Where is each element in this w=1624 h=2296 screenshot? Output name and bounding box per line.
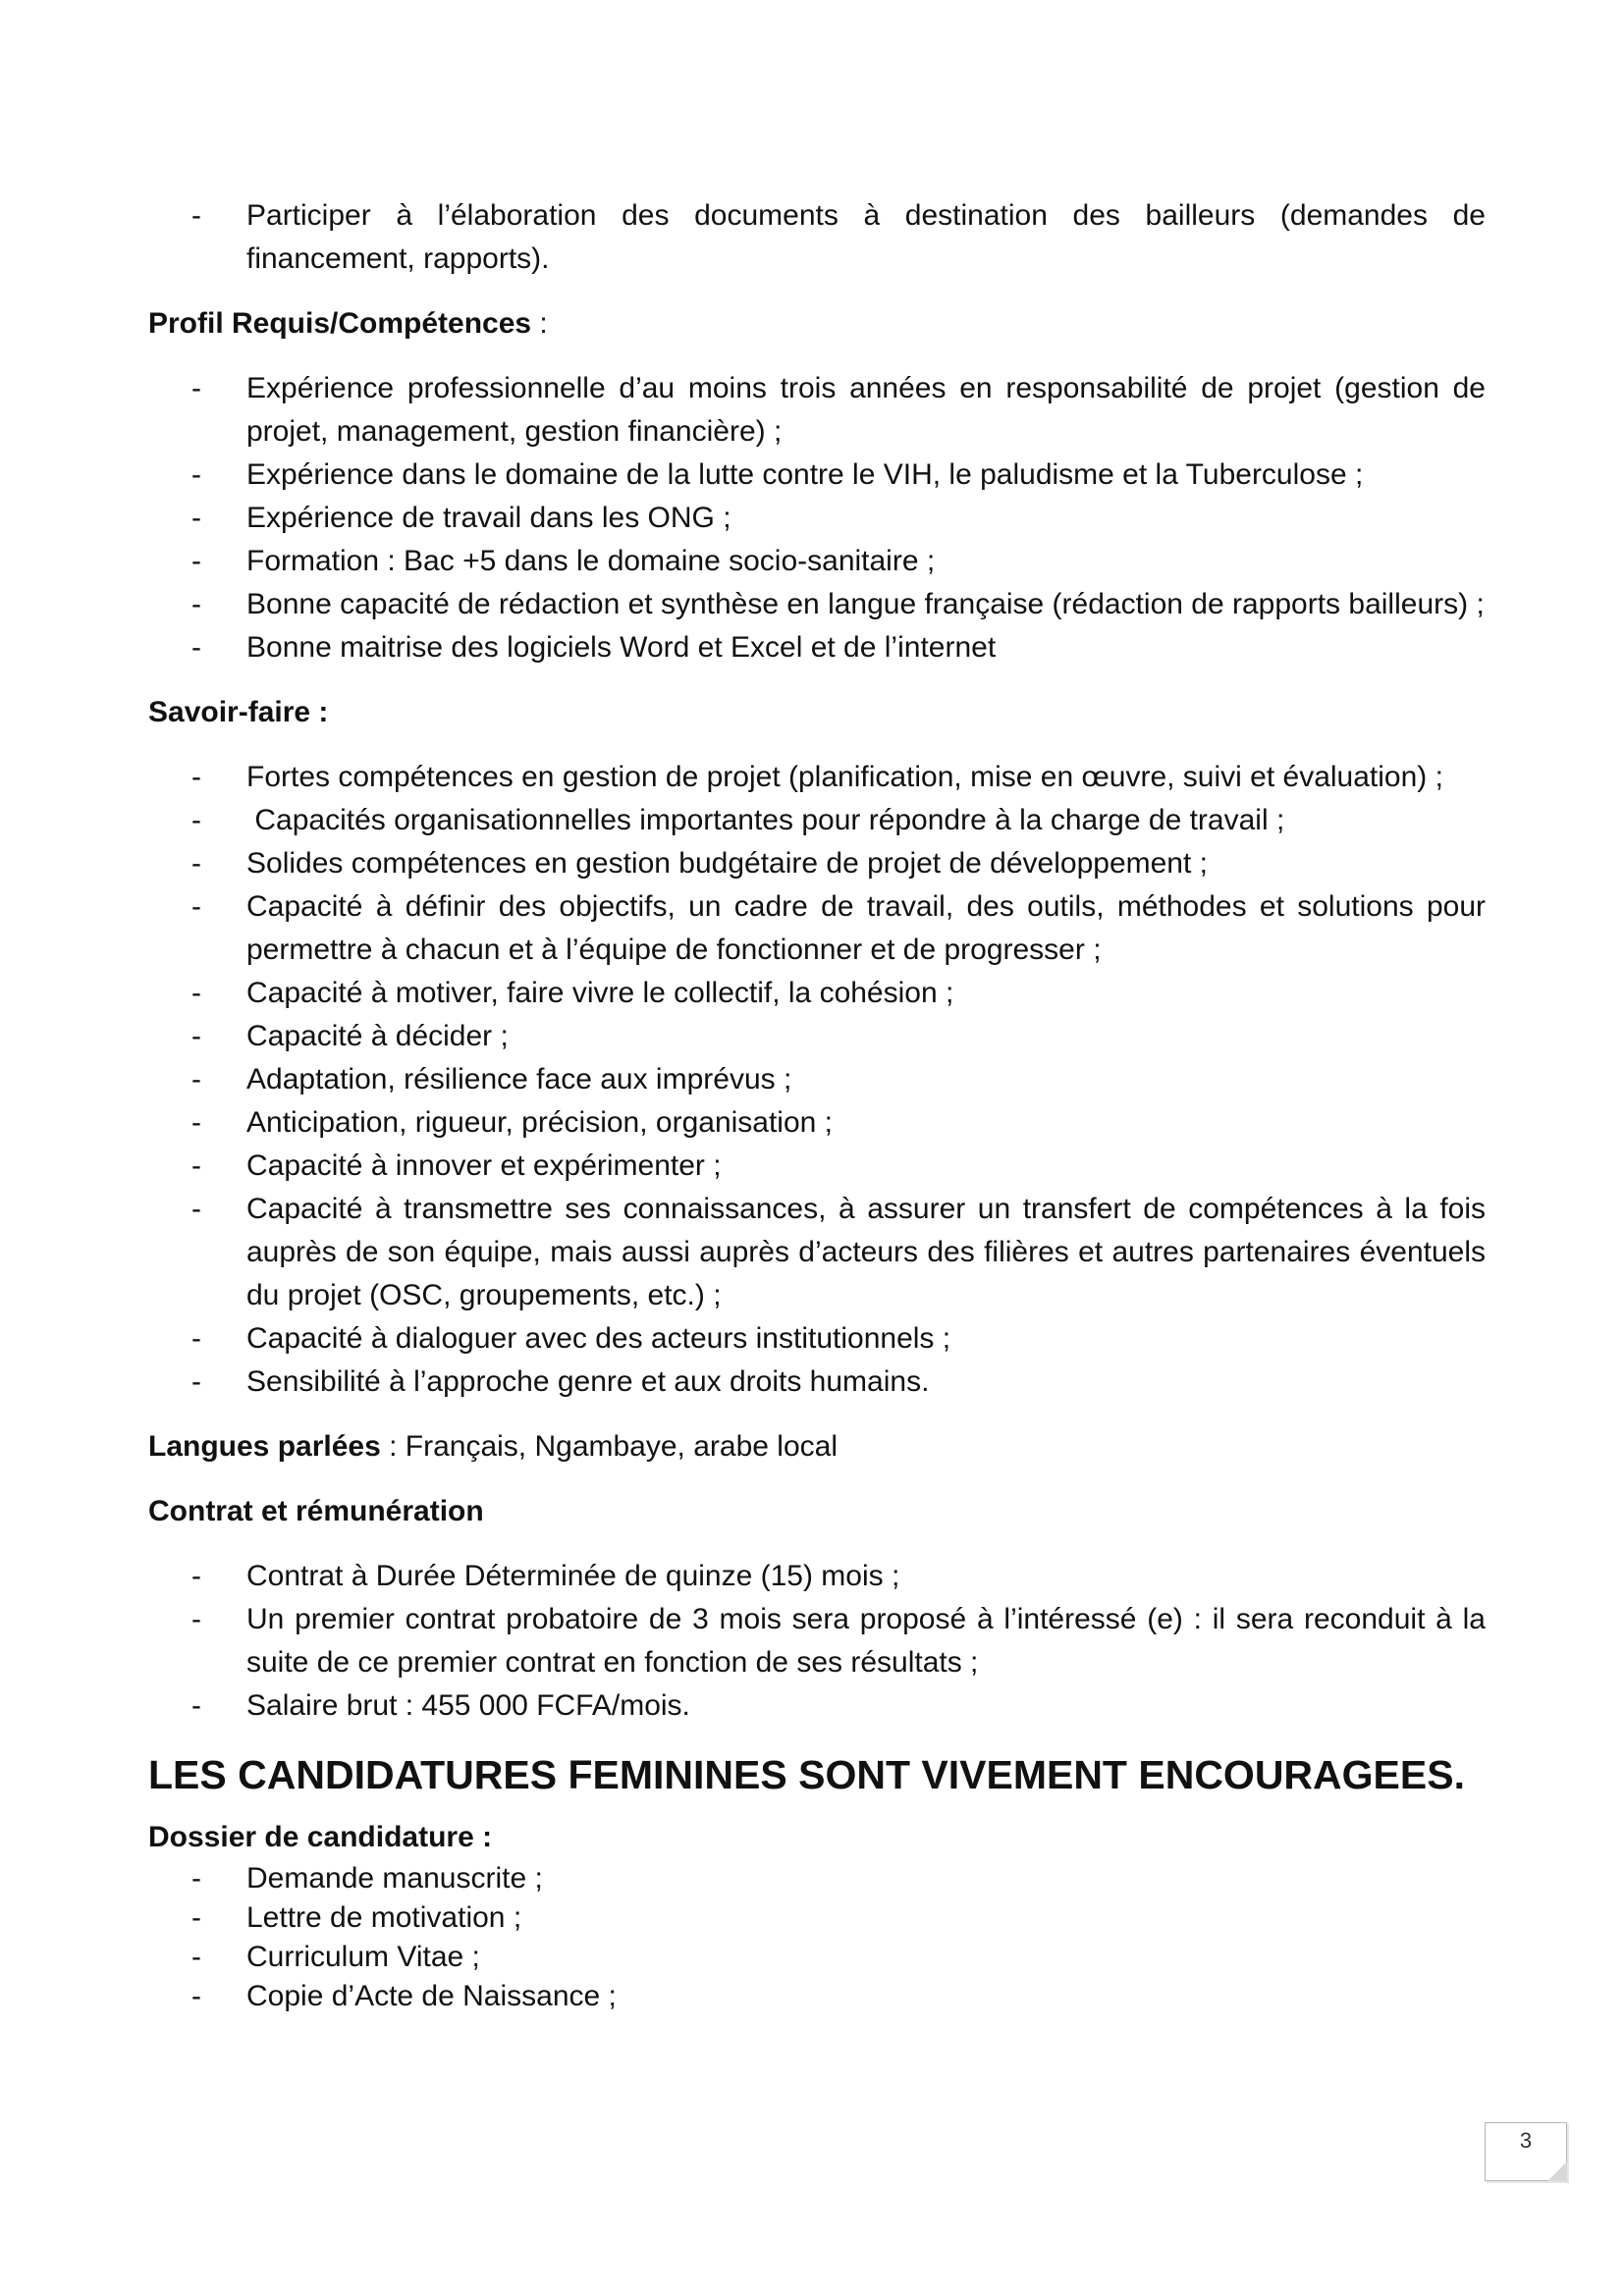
list-item-text: Expérience de travail dans les ONG ;: [246, 502, 731, 534]
list-item-text: Contrat à Durée Déterminée de quinze (15) mois ;: [246, 1560, 900, 1592]
list-item: [148, 1977, 1486, 2016]
list-item: [148, 1317, 1486, 1361]
list-item-text: Capacité à dialoguer avec des acteurs institutionnels ;: [246, 1322, 951, 1355]
list-item-text: Lettre de motivation ;: [246, 1901, 522, 1934]
list-item: [148, 367, 1486, 454]
languages-label: Langues parlées: [148, 1430, 381, 1463]
languages-line: [148, 1425, 1486, 1468]
page-number-box: [1485, 2122, 1567, 2181]
bullet-dash: -: [191, 1941, 201, 1973]
bullet-dash: -: [191, 804, 201, 836]
list-item-text: Expérience professionnelle d’au moins trois années en responsabilité de projet (gestion de projet, management, gestion financière) ;: [246, 372, 1486, 448]
bullet-dash: -: [191, 1149, 201, 1182]
list-item: [148, 1598, 1486, 1684]
bullet-dash: -: [191, 1020, 201, 1052]
list-item: [148, 1188, 1486, 1317]
list-item-text: Capacité à innover et expérimenter ;: [246, 1149, 722, 1182]
list-item-text: Copie d’Acte de Naissance ;: [246, 1980, 617, 2012]
bullet-dash: -: [191, 890, 201, 923]
page-number: 3: [1519, 2128, 1533, 2153]
dossier-list: [148, 1859, 1486, 2016]
bullet-dash: -: [191, 545, 201, 577]
list-item: [148, 454, 1486, 497]
bullet-dash: -: [191, 1560, 201, 1592]
bullet-dash: -: [191, 588, 201, 620]
list-item-text: Bonne capacité de rédaction et synthèse en langue française (rédaction de rapports bailleurs) ;: [246, 588, 1485, 620]
list-item-text: Capacité à motiver, faire vivre le collectif, la cohésion ;: [246, 977, 954, 1009]
profil-list: [148, 367, 1486, 669]
section-heading-profil: [148, 302, 1486, 346]
bullet-dash: -: [191, 372, 201, 404]
list-item-text: Demande manuscrite ;: [246, 1862, 543, 1895]
list-item: [148, 540, 1486, 583]
bullet-dash: -: [191, 502, 201, 534]
list-item-text: Solides compétences en gestion budgétaire de projet de développement ;: [246, 847, 1208, 880]
list-item: [148, 972, 1486, 1015]
list-item: [148, 799, 1486, 842]
list-item: [148, 194, 1486, 281]
bullet-dash: -: [191, 1063, 201, 1095]
list-item-text: Bonne maitrise des logiciels Word et Excel et de l’internet: [246, 631, 997, 664]
list-item: [148, 885, 1486, 972]
section-heading-dossier: Dossier de candidature :: [148, 1821, 493, 1853]
list-item-text: Fortes compétences en gestion de projet (planification, mise en œuvre, suivi et évaluation) ;: [246, 761, 1443, 793]
list-item-text: Salaire brut : 455 000 FCFA/mois.: [246, 1689, 690, 1722]
document-body: [148, 194, 1486, 2016]
list-item-text: Capacité à définir des objectifs, un cadre de travail, des outils, méthodes et solutions pour permettre à chacun et à l’équipe de fonctionner et de progresser ;: [246, 890, 1486, 966]
bullet-dash: -: [191, 631, 201, 664]
bullet-dash: -: [191, 977, 201, 1009]
list-item: [148, 1684, 1486, 1728]
list-item: [148, 1361, 1486, 1404]
bullet-dash: -: [191, 847, 201, 880]
list-item-text: Expérience dans le domaine de la lutte contre le VIH, le paludisme et la Tuberculose ;: [246, 458, 1364, 491]
list-item: [148, 1555, 1486, 1598]
list-item: [148, 497, 1486, 540]
list-item-text: Participer à l’élaboration des documents à destination des bailleurs (demandes de financement, rapports).: [246, 199, 1486, 275]
list-item: [148, 583, 1486, 626]
intro-list: [148, 194, 1486, 281]
list-item-text: Formation : Bac +5 dans le domaine socio-sanitaire ;: [246, 545, 936, 577]
list-item: [148, 1015, 1486, 1058]
bullet-dash: -: [191, 761, 201, 793]
list-item: [148, 1938, 1486, 1977]
section-heading-savoir-faire: Savoir-faire :: [148, 696, 329, 728]
bullet-dash: -: [191, 1193, 201, 1225]
bullet-dash: -: [191, 1689, 201, 1722]
list-item-text: Curriculum Vitae ;: [246, 1941, 480, 1973]
bullet-dash: -: [191, 1901, 201, 1934]
list-item: [148, 1058, 1486, 1101]
list-item: [148, 842, 1486, 885]
list-item-text: Adaptation, résilience face aux imprévus ;: [246, 1063, 792, 1095]
list-item-text: Capacité à décider ;: [246, 1020, 509, 1052]
list-item: [148, 756, 1486, 799]
bullet-dash: -: [191, 1603, 201, 1635]
contrat-list: [148, 1555, 1486, 1728]
bullet-dash: -: [191, 1980, 201, 2012]
savoir-faire-list: [148, 756, 1486, 1404]
list-item: [148, 626, 1486, 669]
section-heading-contrat: Contrat et rémunération: [148, 1495, 484, 1527]
list-item: [148, 1898, 1486, 1938]
list-item-text: Sensibilité à l’approche genre et aux droits humains.: [246, 1365, 930, 1398]
list-item-text: Anticipation, rigueur, précision, organisation ;: [246, 1106, 834, 1139]
bullet-dash: -: [191, 1106, 201, 1139]
bullet-dash: -: [191, 199, 201, 232]
bullet-dash: -: [191, 1322, 201, 1355]
list-item: [148, 1145, 1486, 1188]
list-item: [148, 1101, 1486, 1145]
heading-text: Profil Requis/Compétences: [148, 307, 532, 340]
bullet-dash: -: [191, 458, 201, 491]
list-item-text: Capacité à transmettre ses connaissances, à assurer un transfert de compétences à la fois auprès de son équipe, mais aussi auprès d’acteurs des filières et autres partenaires éventuels du projet (OSC, groupements, etc.) ;: [246, 1193, 1486, 1311]
bullet-dash: -: [191, 1365, 201, 1398]
women-encouraged-notice: LES CANDIDATURES FEMININES SONT VIVEMENT ENCOURAGEES.: [148, 1752, 1465, 1797]
list-item: [148, 1859, 1486, 1898]
bullet-dash: -: [191, 1862, 201, 1895]
page-fold-corner: [1547, 2162, 1567, 2181]
heading-suffix: :: [531, 307, 548, 340]
list-item-text: Capacités organisationnelles importantes pour répondre à la charge de travail ;: [246, 804, 1285, 836]
list-item-text: Un premier contrat probatoire de 3 mois sera proposé à l’intéressé (e) : il sera reconduit à la suite de ce premier contrat en fonction de ses résultats ;: [246, 1603, 1486, 1679]
languages-value: : Français, Ngambaye, arabe local: [380, 1430, 838, 1463]
